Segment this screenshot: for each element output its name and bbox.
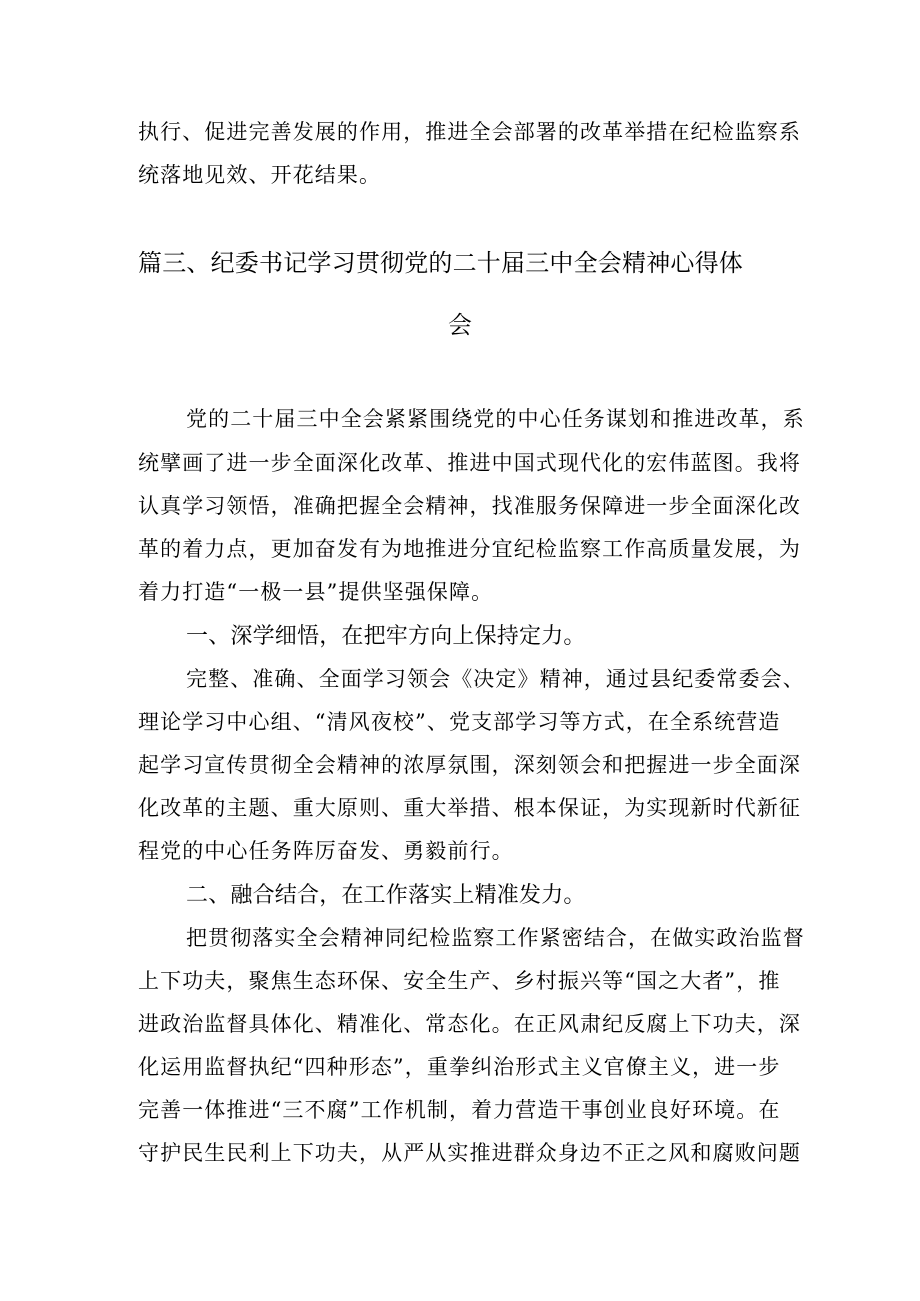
section-2-line-4: 化运用监督执纪“四种形态”，重拳纠治形式主义官僚主义，进一步 (138, 1055, 781, 1079)
section-2-heading: 二、融合结合，在工作落实上精准发力。 (186, 883, 586, 908)
intro-line-3: 认真学习领悟，准确把握全会精神，找准服务保障进一步全面深化改 (138, 494, 801, 518)
section-1-heading: 一、深学细悟，在把牢方向上保持定力。 (186, 624, 586, 649)
section-1-line-3: 起学习宣传贯彻全会精神的浓厚氛围，深刻领会和把握进一步全面深 (138, 753, 801, 777)
section-2-line-3: 进政治监督具体化、精准化、常态化。在正风肃纪反腐上下功夫，深 (138, 1012, 801, 1036)
section-1-line-1: 完整、准确、全面学习领会《决定》精神，通过县纪委常委会、 (186, 667, 805, 691)
carryover-line-2: 统落地见效、开花结果。 (138, 163, 382, 187)
section-2-line-6: 守护民生民利上下功夫，从严从实推进群众身边不正之风和腐败问题 (138, 1141, 801, 1165)
article-title-line-1: 篇三、纪委书记学习贯彻党的二十届三中全会精神心得体 (138, 249, 743, 277)
article-title-line-2: 会 (448, 311, 473, 339)
section-2-line-2: 上下功夫，聚焦生态环保、安全生产、乡村振兴等“国之大者”，推 (138, 969, 781, 993)
intro-line-4: 革的着力点，更加奋发有为地推进分宜纪检监察工作高质量发展，为 (138, 537, 801, 561)
section-1-line-5: 程党的中心任务阵厉奋发、勇毅前行。 (138, 839, 514, 863)
intro-line-1: 党的二十届三中全会紧紧围绕党的中心任务谋划和推进改革，系 (186, 407, 805, 431)
intro-line-5: 着力打造“一极一县”提供坚强保障。 (138, 580, 494, 604)
section-2-line-1: 把贯彻落实全会精神同纪检监察工作紧密结合，在做实政治监督 (186, 926, 805, 950)
carryover-line-1: 执行、促进完善发展的作用，推进全会部署的改革举措在纪检监察系 (138, 120, 801, 144)
section-1-line-2: 理论学习中心组、“清风夜校”、党支部学习等方式，在全系统营造 (138, 710, 781, 734)
intro-line-2: 统擘画了进一步全面深化改革、推进中国式现代化的宏伟蓝图。我将 (138, 451, 801, 475)
section-1-line-4: 化改革的主题、重大原则、重大举措、根本保证，为实现新时代新征 (138, 796, 801, 820)
section-2-line-5: 完善一体推进“三不腐”工作机制，着力营造干事创业良好环境。在 (138, 1098, 781, 1122)
